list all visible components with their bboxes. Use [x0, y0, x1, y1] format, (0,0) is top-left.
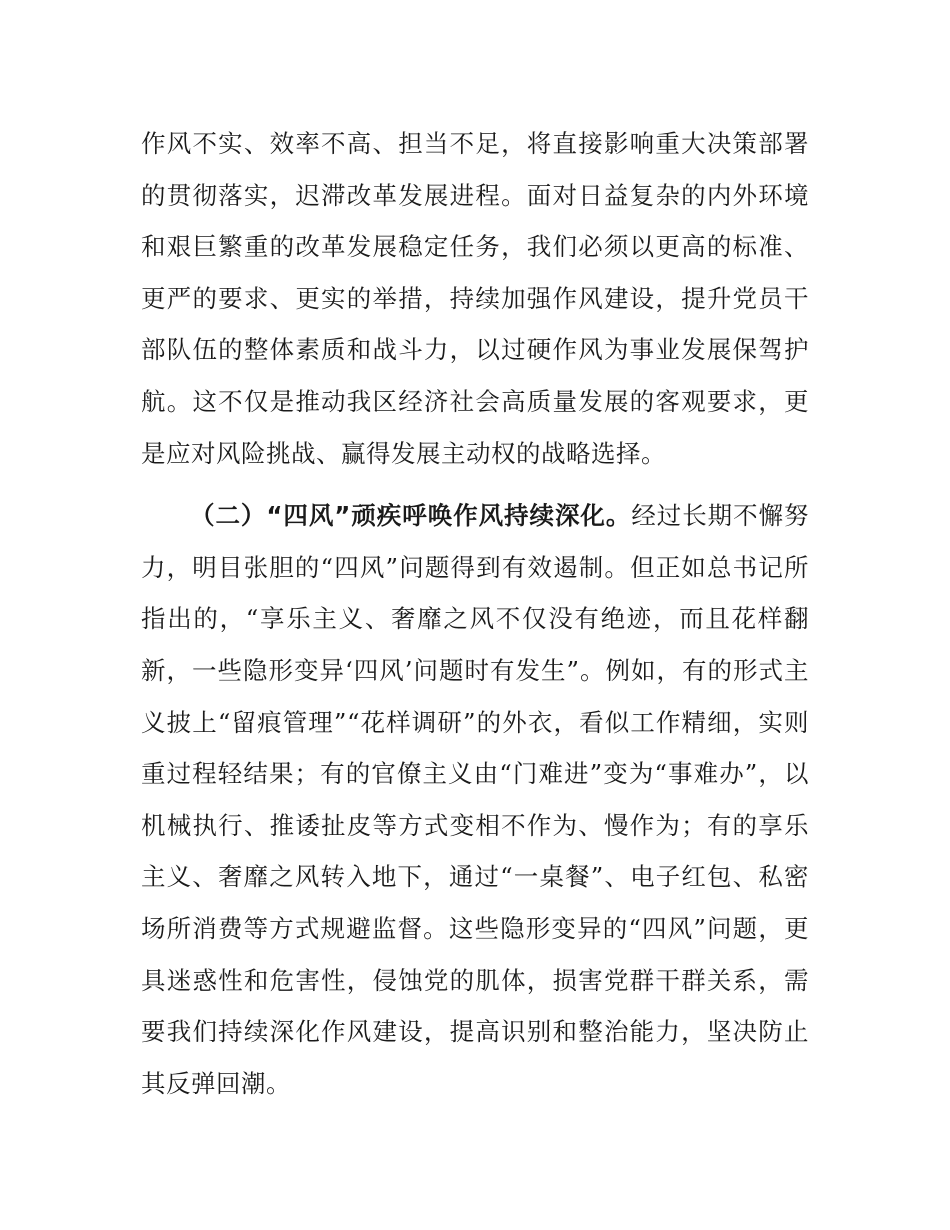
- section-heading: （二）“四风”顽疾呼唤作风持续深化。: [190, 501, 632, 531]
- document-body: [141, 118, 809, 1109]
- paragraph-section-2: [141, 490, 809, 1109]
- section-body: 经过长期不懈努力，明目张胆的“四风”问题得到有效遏制。但正如总书记所指出的，“享乐主义、奢靡之风不仅没有绝迹，而且花样翻新，一些隐形变异‘四风’问题时有发生”。例如，有的形式主义披上“留痕管理”“花样调研”的外衣，看似工作精细，实则重过程轻结果；有的官僚主义由“门难进”变为“事难办”，以机械执行、推诿扯皮等方式变相不作为、慢作为；有的享乐主义、奢靡之风转入地下，通过“一桌餐”、电子红包、私密场所消费等方式规避监督。这些隐形变异的“四风”问题，更具迷惑性和危害性，侵蚀党的肌体，损害党群干群关系，需要我们持续深化作风建设，提高识别和整治能力，坚决防止其反弹回潮。: [141, 501, 810, 1098]
- paragraph-continuation: 作风不实、效率不高、担当不足，将直接影响重大决策部署的贯彻落实，迟滞改革发展进程。面对日益复杂的内外环境和艰巨繁重的改革发展稳定任务，我们必须以更高的标准、更严的要求、更实的举措，持续加强作风建设，提升党员干部队伍的整体素质和战斗力，以过硬作风为事业发展保驾护航。这不仅是推动我区经济社会高质量发展的客观要求，更是应对风险挑战、赢得发展主动权的战略选择。: [141, 129, 809, 468]
